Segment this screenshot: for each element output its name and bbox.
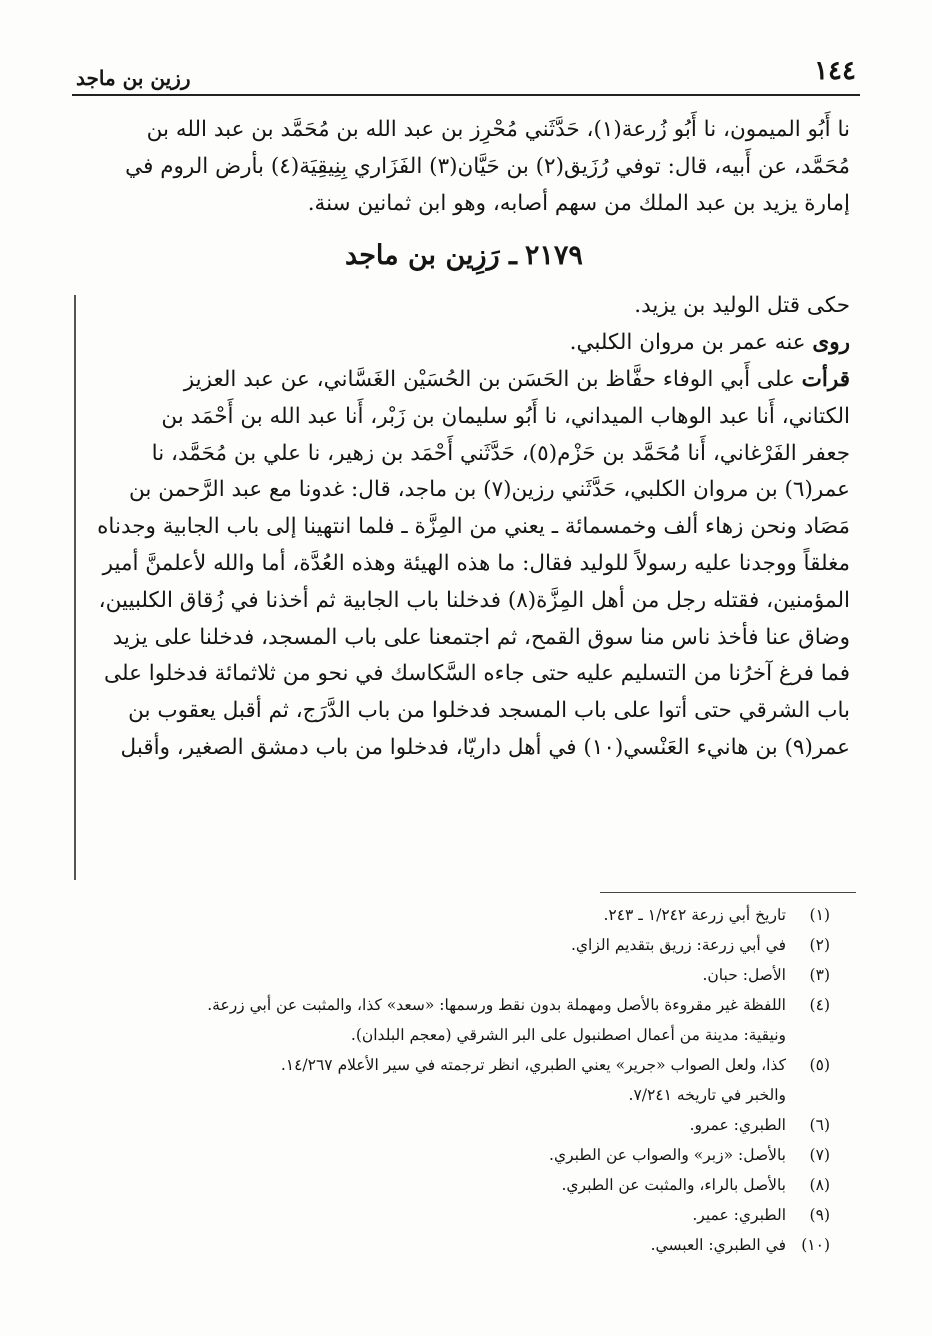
footnote-text: الطبري: عمير. — [692, 1206, 786, 1224]
footnote-separator — [600, 892, 856, 893]
footnote-number: (٨) — [809, 1176, 830, 1194]
footnote-number: (٩) — [809, 1206, 830, 1224]
footnote — [100, 1110, 830, 1140]
footnote — [100, 900, 830, 930]
footnote — [100, 1050, 830, 1110]
text-line: عمر(٩) بن هانيء العَنْسي(١٠) في أهل داريّا، فدخلوا من باب دمشق الصغير، وأقبل — [120, 734, 850, 760]
running-header — [72, 52, 860, 96]
text-line: نا أَبُو الميمون، نا أَبُو زُرعة(١)، حَدَّثَني مُحْرِز بن عبد الله بن مُحَمَّد بن عبد الله بن — [146, 117, 850, 142]
footnote-text: الطبري: عمرو. — [689, 1116, 786, 1134]
lead-paragraph — [78, 112, 850, 222]
text-line: وضاق عنا فأخذ ناس منا سوق القمح، ثم اجتمعنا على باب المسجد، فدخلنا على يزيد — [112, 624, 850, 650]
text-line — [78, 362, 850, 399]
footnote-number: (١٠) — [801, 1236, 830, 1254]
footnote-text: تاريخ أبي زرعة ١/٢٤٢ ـ ٢٤٣. — [603, 906, 786, 924]
text-line: الكتاني، أَنا عبد الوهاب الميداني، نا أَبُو سليمان بن زَبْر، أَنا عبد الله بن أَحْمَد بن — [161, 403, 850, 429]
running-title: رزين بن ماجد — [76, 66, 191, 90]
text-segment: على أَبي الوفاء حفَّاظ بن الحَسَن بن الحُسَيْن الغَسَّاني، عن عبد العزيز — [183, 366, 802, 392]
footnote-number: (٢) — [809, 936, 830, 954]
text-line — [78, 325, 850, 362]
footnote-number: (٦) — [809, 1116, 830, 1134]
footnote — [100, 960, 830, 990]
footnote-number: (٧) — [809, 1146, 830, 1164]
keyword-rawa: روى — [812, 330, 850, 356]
footnote — [100, 1230, 830, 1260]
footnotes — [100, 900, 830, 1260]
text-line: إمارة يزيد بن عبد الملك من سهم أصابه، وهو ابن ثمانين سنة. — [307, 190, 850, 216]
text-line: المؤمنين، فقتله رجل من أهل المِزَّة(٨) فدخلنا باب الجابية ثم أخذنا في زُقاق الكلبيين، — [98, 587, 850, 613]
footnote-text: كذا، ولعل الصواب «جرير» يعني الطبري، انظر ترجمته في سير الأعلام ١٤/٢٦٧. — [280, 1056, 786, 1074]
body-text — [78, 112, 850, 767]
narrators-text: عنه عمر بن مروان الكلبي. — [569, 330, 813, 356]
text-line: مَصَاد ونحن زهاء ألف وخمسمائة ـ يعني من المِزَّة ـ فلما انتهينا إلى باب الجابية وجدناه — [97, 514, 850, 540]
entry-title: ـ رَزِين بن ماجد — [345, 240, 517, 272]
footnote — [100, 1200, 830, 1230]
footnote-number: (٣) — [809, 966, 830, 984]
footnote — [100, 1170, 830, 1200]
entry-heading — [78, 236, 850, 276]
footnote-text: بالأصل بالراء، والمثبت عن الطبري. — [561, 1176, 786, 1194]
footnote-text: بالأصل: «زبر» والصواب عن الطبري. — [549, 1146, 786, 1164]
margin-rule — [74, 295, 76, 880]
footnote — [100, 990, 830, 1050]
footnote-number: (٤) — [809, 996, 830, 1014]
text-line: فما فرغ آخرُنا من التسليم عليه حتى جاءه السَّكاسك في نحو من ثلاثمائة فدخلوا على — [104, 661, 850, 687]
footnote-number: (٥) — [809, 1056, 830, 1074]
footnote-number: (١) — [809, 906, 830, 924]
story-paragraph — [78, 288, 850, 325]
footnote-text: ونيقية: مدينة من أعمال اصطنبول على البر الشرقي (معجم البلدان). — [350, 1026, 786, 1044]
text-line: مُحَمَّد، عن أَبيه، قال: توفي رُزَيق(٢) بن حَيَّان(٣) الفَزَاري بِنِيقِيَة(٤) بأرض الروم في — [125, 153, 850, 179]
text-line: عمر(٦) بن مروان الكلبي، حَدَّثَني رزين(٧) بن ماجد، قال: غدونا مع عبد الرَّحمن بن — [129, 477, 850, 503]
footnote-text: في الطبري: العبسي. — [650, 1236, 786, 1254]
main-paragraph — [78, 362, 850, 767]
footnote-text: الأصل: حبان. — [702, 966, 786, 984]
footnote — [100, 1140, 830, 1170]
footnote-text: اللفظة غير مقروءة بالأصل ومهملة بدون نقط ورسمها: «سعد» كذا، والمثبت عن أبي زرعة. — [207, 996, 786, 1014]
footnote — [100, 930, 830, 960]
footnote-text: والخبر في تاريخه ٧/٢٤١. — [628, 1086, 786, 1104]
text-line: حكى قتل الوليد بن يزيد. — [634, 293, 850, 319]
footnote-text: في أبي زرعة: زريق بتقديم الزاي. — [570, 936, 786, 954]
keyword-qaraat: قرأت — [801, 366, 850, 392]
narrators-paragraph — [78, 325, 850, 362]
text-line: جعفر الفَرْغاني، أَنا مُحَمَّد بن حَزْم(٥)، حَدَّثَني أَحْمَد بن زهير، نا علي بن مُحَمَّد، نا — [151, 440, 850, 466]
text-line: مغلقاً ووجدنا عليه رسولاً للوليد فقال: ما هذه الهيئة وهذه العُدَّة، أما والله لأعلمنَّ أمير — [102, 550, 850, 576]
text-line: باب الشرقي حتى أتوا على باب المسجد فدخلوا من باب الدَّرَج، ثم أقبل يعقوب بن — [128, 698, 850, 724]
entry-number: ٢١٧٩ — [524, 240, 583, 272]
page-number: ١٤٤ — [814, 56, 856, 86]
